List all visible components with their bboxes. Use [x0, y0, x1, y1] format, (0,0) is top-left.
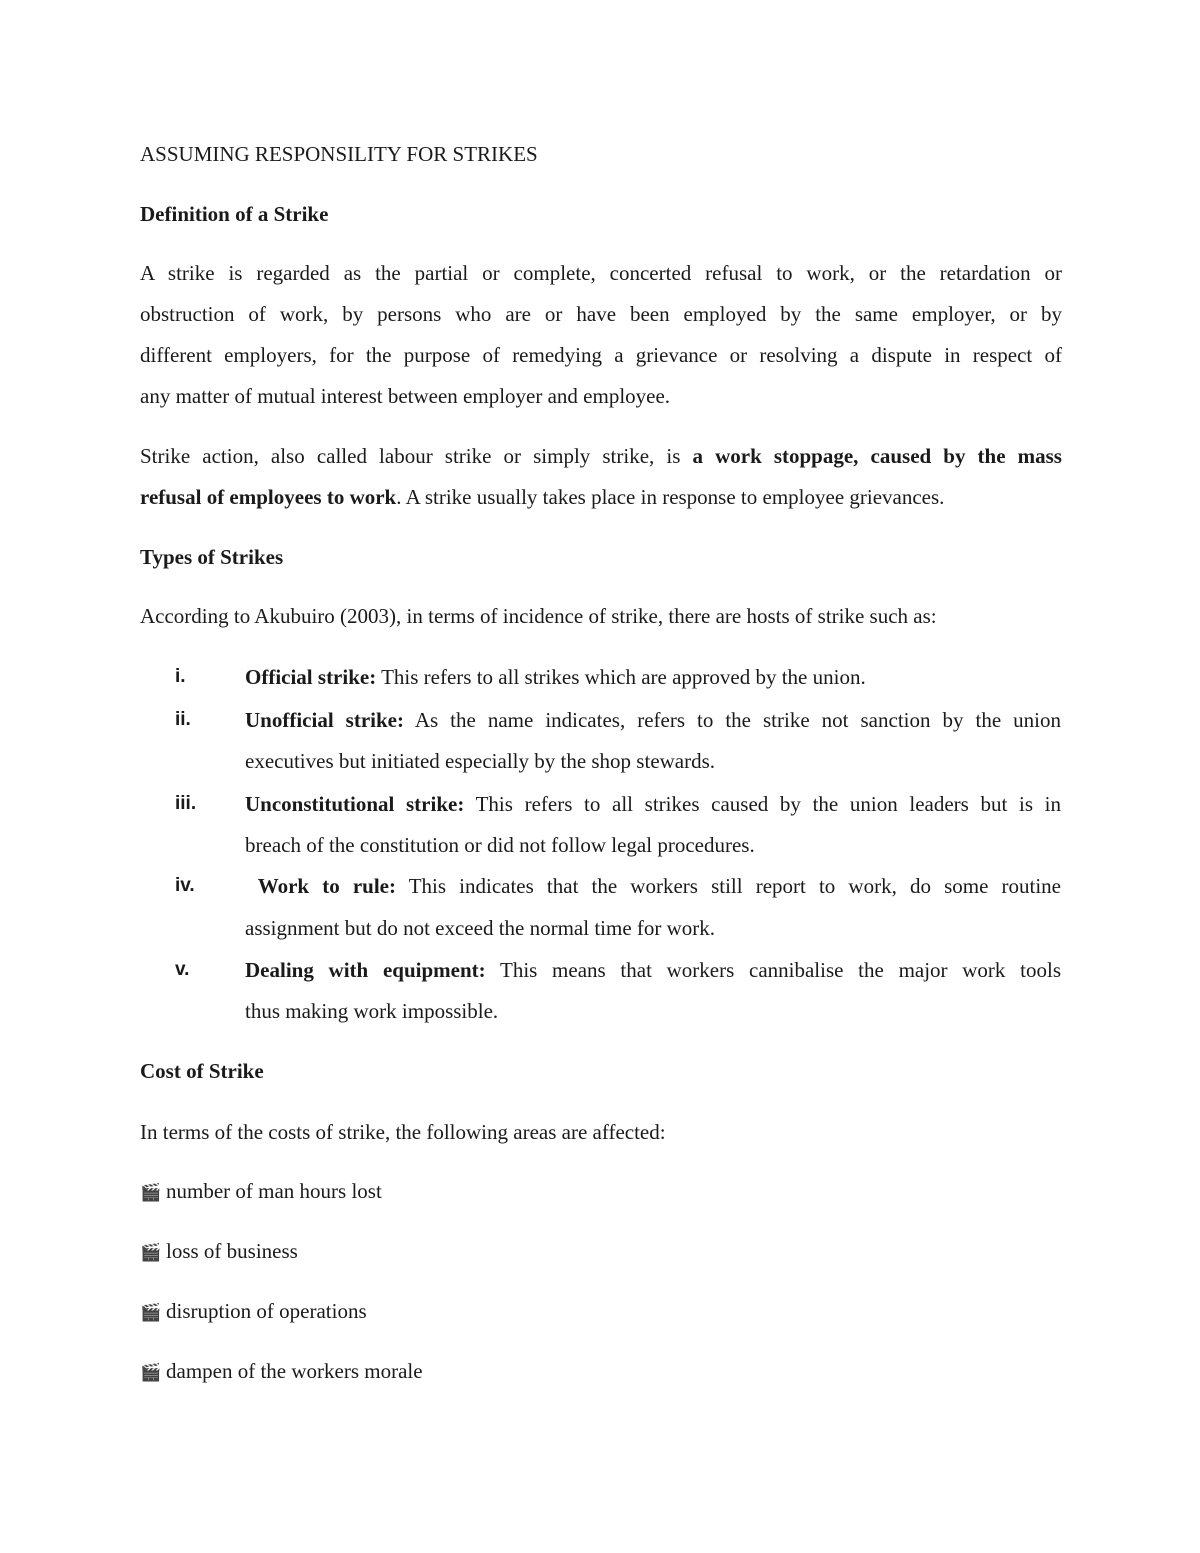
list-item-term: Work to rule: — [245, 874, 396, 898]
strike-action-text: . A strike usually takes place in response to employee grievances. — [396, 485, 945, 509]
bullet-item-text: number of man hours lost — [166, 1179, 382, 1203]
document-title: ASSUMING RESPONSILITY FOR STRIKES — [140, 142, 538, 166]
list-item-term: Official strike: — [245, 665, 377, 689]
list-item-number: ii. — [175, 709, 191, 730]
list-item-text: This refers to all strikes which are approved by the union. — [376, 665, 866, 689]
list-item-continuation: breach of the constitution or did not follow legal procedures. — [245, 833, 755, 857]
definition-paragraph-line: A strike is regarded as the partial or complete, concerted refusal to work, or the retardation or — [140, 261, 1062, 285]
bullet-list-item — [140, 1357, 423, 1387]
clapperboard-icon: 🎬 — [140, 1303, 162, 1323]
bullet-list-item — [140, 1237, 298, 1267]
strike-action-paragraph-line — [140, 483, 944, 511]
definition-paragraph-line: obstruction of work, by persons who are or have been employed by the same employer, or by — [140, 302, 1062, 326]
section-heading-cost: Cost of Strike — [140, 1059, 264, 1083]
strike-action-bold-text: refusal of employees to work — [140, 485, 397, 509]
cost-intro: In terms of the costs of strike, the following areas are affected: — [140, 1120, 666, 1144]
list-item-text: This indicates that the workers still report to work, do some routine — [395, 874, 1061, 898]
list-item — [245, 790, 1061, 818]
list-item-continuation: executives but initiated especially by the shop stewards. — [245, 749, 716, 773]
list-item-continuation: assignment but do not exceed the normal time for work. — [245, 916, 716, 940]
bullet-item-text: disruption of operations — [166, 1299, 367, 1323]
strike-action-bold-text: a work stoppage, caused by the mass — [692, 444, 1062, 468]
strike-action-text: Strike action, also called labour strike or simply strike, is — [140, 444, 693, 468]
bullet-list-item — [140, 1297, 367, 1327]
list-item-term: Dealing with equipment: — [245, 958, 486, 982]
clapperboard-icon: 🎬 — [140, 1363, 162, 1383]
bullet-list-item — [140, 1177, 382, 1207]
list-item-number: iii. — [175, 793, 197, 814]
list-item-text: This means that workers cannibalise the major work tools — [485, 958, 1061, 982]
types-intro: According to Akubuiro (2003), in terms of incidence of strike, there are hosts of strike such as: — [140, 604, 937, 628]
list-item — [245, 706, 1061, 734]
list-item — [245, 872, 1061, 900]
list-item — [245, 956, 1061, 984]
list-item-text: This refers to all strikes caused by the union leaders but is in — [464, 792, 1061, 816]
clapperboard-icon: 🎬 — [140, 1243, 162, 1263]
section-heading-types: Types of Strikes — [140, 545, 284, 569]
list-item — [245, 663, 866, 691]
bullet-item-text: dampen of the workers morale — [166, 1359, 423, 1383]
list-item-number: i. — [175, 666, 186, 687]
strike-action-paragraph-line — [140, 442, 1062, 470]
list-item-term: Unconstitutional strike: — [245, 792, 465, 816]
definition-paragraph-line: any matter of mutual interest between employer and employee. — [140, 384, 671, 408]
clapperboard-icon: 🎬 — [140, 1183, 162, 1203]
list-item-number: v. — [175, 959, 190, 980]
list-item-number: iv. — [175, 875, 195, 896]
list-item-term: Unofficial strike: — [245, 708, 404, 732]
section-heading-definition: Definition of a Strike — [140, 202, 329, 226]
bullet-item-text: loss of business — [166, 1239, 298, 1263]
list-item-continuation: thus making work impossible. — [245, 999, 499, 1023]
definition-paragraph-line: different employers, for the purpose of remedying a grievance or resolving a dispute in respect of — [140, 343, 1062, 367]
list-item-text: As the name indicates, refers to the strike not sanction by the union — [403, 708, 1061, 732]
